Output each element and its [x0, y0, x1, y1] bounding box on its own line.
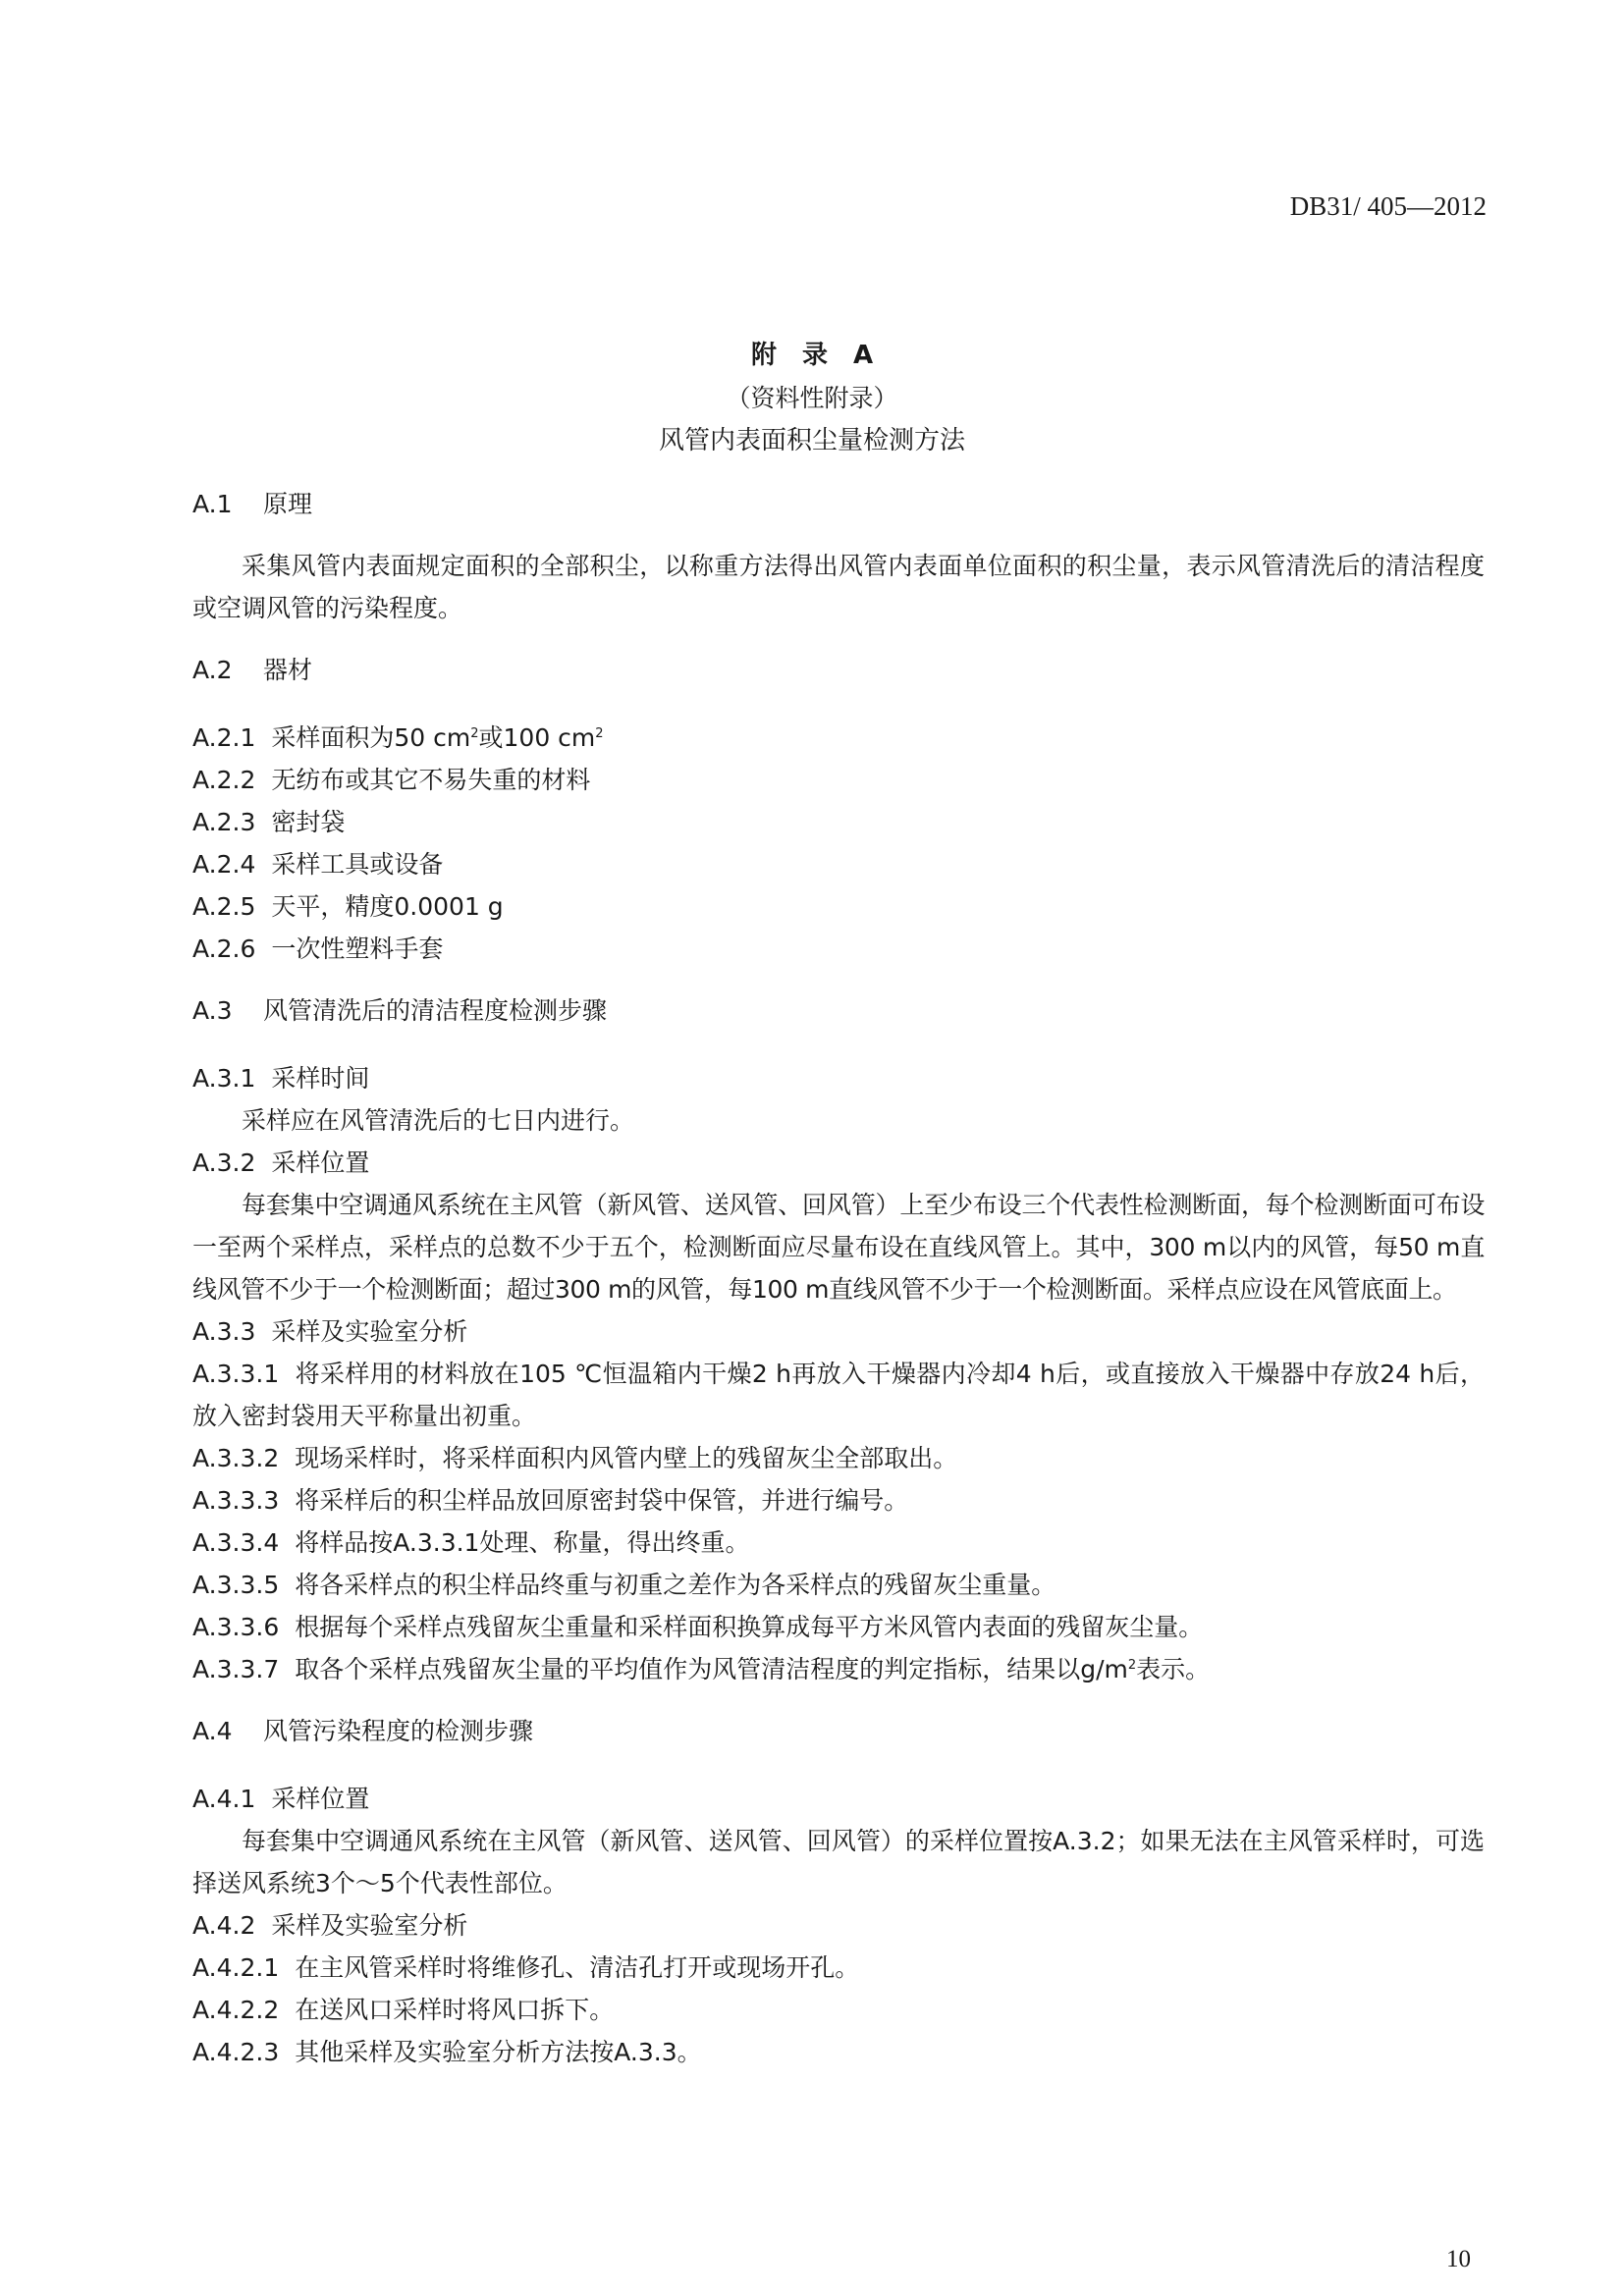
page-number: 10 — [1446, 2246, 1471, 2272]
section-heading-a1: A.1 原理 — [192, 490, 313, 518]
list-item: A.3.3.7 取各个采样点残留灰尘量的平均值作为风管清洁程度的判定指标，结果以$g/m^2$表示。 — [192, 1655, 1211, 1683]
list-item: A.4.2.3 其他采样及实验室分析方法按A.3.3。 — [192, 2038, 702, 2066]
section-heading-a2: A.2 器材 — [192, 656, 313, 684]
list-item: A.3.3.2 现场采样时，将采样面积内风管内壁上的残留灰尘全部取出。 — [192, 1444, 958, 1472]
subsection-paragraph: 采样应在风管清洗后的七日内进行。 — [242, 1106, 635, 1135]
list-item: A.3.3.4 将样品按A.3.3.1处理、称量，得出终重。 — [192, 1528, 750, 1557]
annex-heading — [0, 334, 1624, 463]
list-item: A.3.3.1 将采样用的材料放在105 ℃恒温箱内干燥2 h再放入干燥器内冷却4 h后，或直接放入干燥器中存放24 h后，放入密封袋用天平称量出初重。 — [192, 1360, 1485, 1430]
list-item: A.3.3.5 将各采样点的积尘样品终重与初重之差作为各采样点的残留灰尘重量。 — [192, 1571, 1056, 1599]
list-item: A.2.1 采样面积为50 $cm^2$或100 $cm^2$ — [192, 723, 604, 752]
list-item: A.2.4 采样工具或设备 — [192, 850, 444, 879]
list-item: A.3.3.3 将采样后的积尘样品放回原密封袋中保管，并进行编号。 — [192, 1486, 909, 1515]
list-item: A.3.3.6 根据每个采样点残留灰尘重量和采样面积换算成每平方米风管内表面的残留灰尘量。 — [192, 1613, 1204, 1641]
annex-name: 风管内表面积尘量检测方法 — [658, 426, 965, 455]
subsection-heading: A.4.2 采样及实验室分析 — [192, 1911, 468, 1940]
document-code: DB31/ 405—2012 — [1289, 191, 1487, 221]
subsection-paragraph: 每套集中空调通风系统在主风管（新风管、送风管、回风管）上至少布设三个代表性检测断面，每个检测断面可布设一至两个采样点，采样点的总数不少于五个，检测断面应尽量布设在直线风管上。其中，300 m以内的风管，每50 m直线风管不少于一个检测断面；超过300 m的风管，每100 m直线风管不少于一个检测断面。采样点应设在风管底面上。 — [192, 1191, 1485, 1304]
subsection-heading: A.4.1 采样位置 — [192, 1785, 370, 1813]
list-item: A.2.3 密封袋 — [192, 808, 346, 836]
section-heading-a3: A.3 风管清洗后的清洁程度检测步骤 — [192, 996, 608, 1025]
list-item: A.4.2.2 在送风口采样时将风口拆下。 — [192, 1996, 615, 2024]
subsection-paragraph: 每套集中空调通风系统在主风管（新风管、送风管、回风管）的采样位置按A.3.2；如果无法在主风管采样时，可选择送风系统3个～5个代表性部位。 — [192, 1827, 1485, 1897]
section-a1-paragraph: 采集风管内表面规定面积的全部积尘，以称重方法得出风管内表面单位面积的积尘量，表示风管清洗后的清洁程度或空调风管的污染程度。 — [192, 552, 1485, 622]
list-item: A.2.6 一次性塑料手套 — [192, 934, 444, 963]
section-heading-a4: A.4 风管污染程度的检测步骤 — [192, 1717, 534, 1745]
annex-type: （资料性附录） — [726, 384, 898, 412]
list-item: A.4.2.1 在主风管采样时将维修孔、清洁孔打开或现场开孔。 — [192, 1953, 860, 1982]
list-item: A.2.2 无纺布或其它不易失重的材料 — [192, 766, 591, 794]
subsection-heading: A.3.2 采样位置 — [192, 1148, 370, 1177]
annex-title: 附 录 A — [750, 341, 874, 370]
document-body — [192, 483, 1485, 2073]
subsection-heading: A.3.1 采样时间 — [192, 1064, 370, 1093]
list-item: A.2.5 天平，精度0.0001 g — [192, 892, 504, 921]
subsection-heading: A.3.3 采样及实验室分析 — [192, 1317, 468, 1346]
